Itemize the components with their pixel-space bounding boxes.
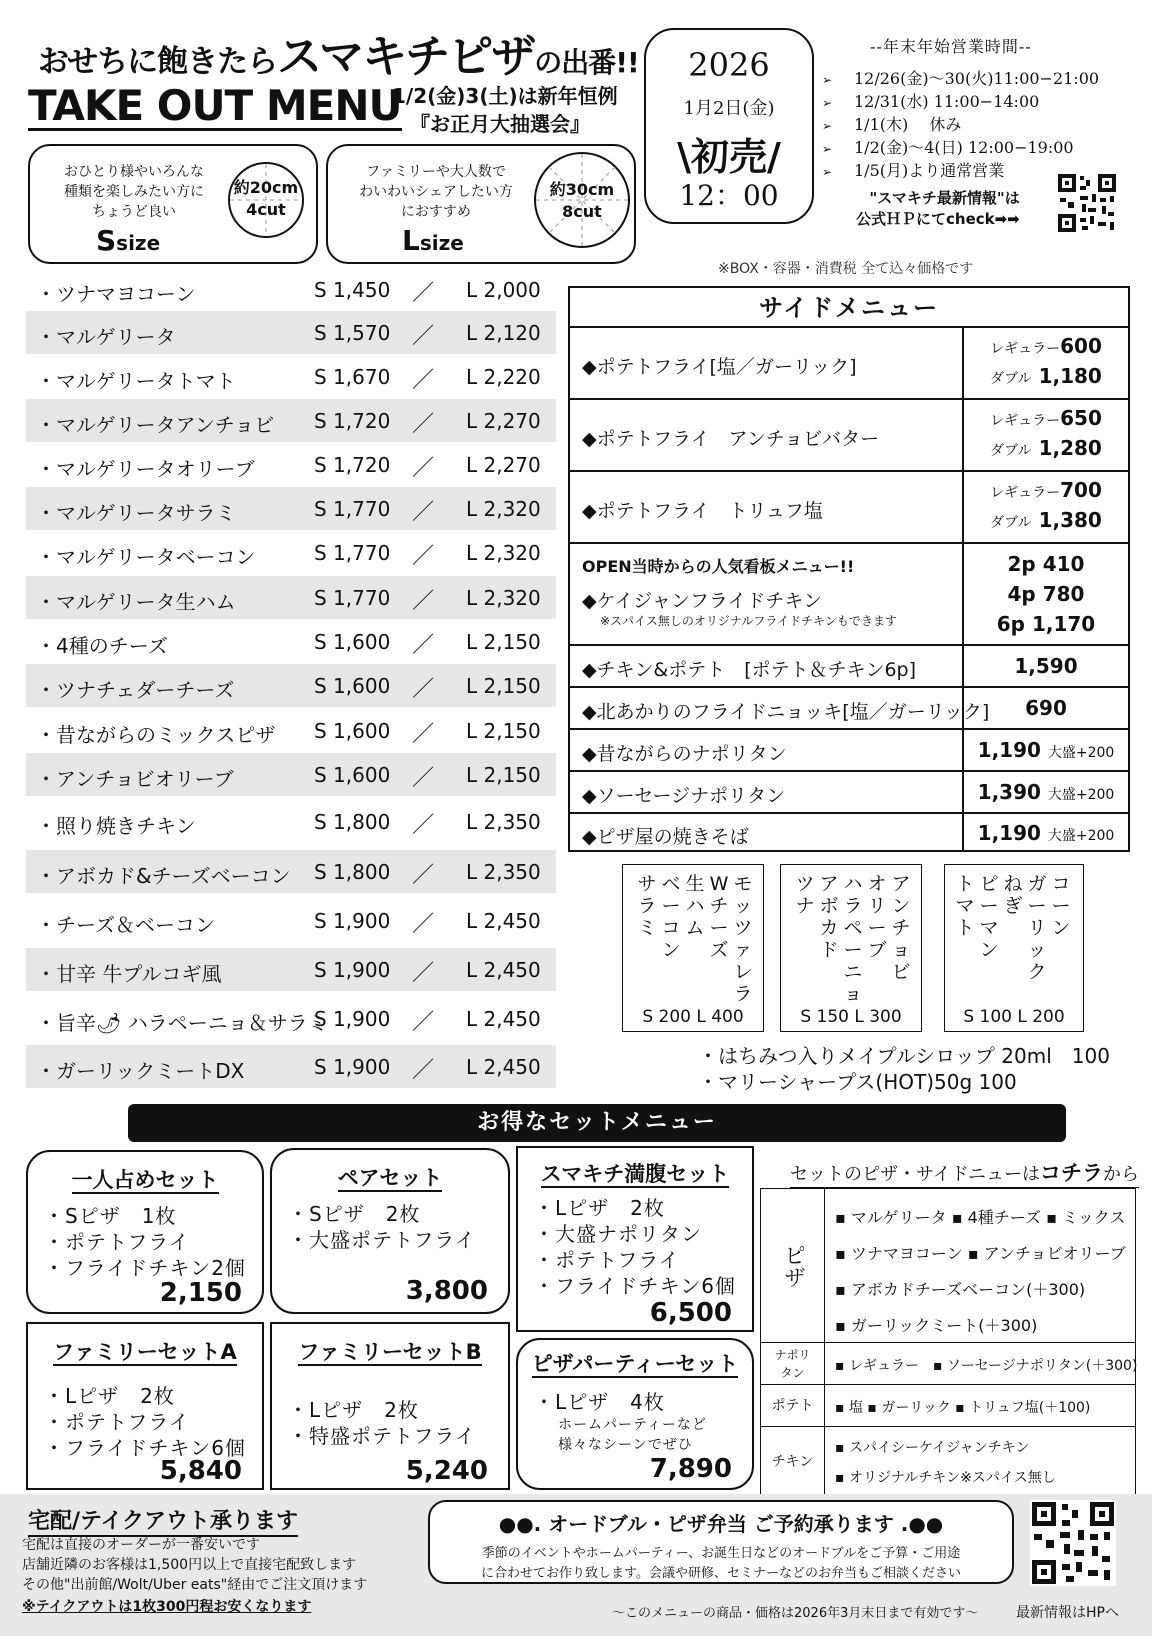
- side-price: [964, 738, 1128, 762]
- pizza-name: ・アンチョビオリーブ: [36, 767, 234, 791]
- menu-title: TAKE OUT MENU: [28, 81, 402, 130]
- price-separator: ／: [412, 1010, 435, 1035]
- pizza-price-s: S 1,720: [314, 453, 391, 477]
- side-price: [964, 821, 1128, 845]
- qr-code-icon[interactable]: [1056, 172, 1118, 234]
- price-separator: ／: [412, 863, 435, 888]
- topping-box-2: [780, 864, 922, 1032]
- pizza-name: ・ツナチェダーチーズ: [36, 678, 235, 702]
- first-sale-year: 2026: [688, 46, 770, 84]
- topping-item: アボカド: [819, 873, 839, 961]
- s-size-box: [28, 144, 318, 264]
- topping-price: S 100 L 200: [963, 1007, 1065, 1027]
- reservation-line: 季節のイベントやホームパーティー、お誕生日などのオードブルをご予算・ご用途: [481, 1546, 961, 1561]
- side-item-name: ◆ポテトフライ[塩／ガーリック]: [582, 356, 857, 378]
- pizza-price-s: S 1,600: [314, 719, 391, 743]
- regular-label: レギュラー: [990, 413, 1061, 429]
- pizza-price-s: S 1,800: [314, 810, 391, 834]
- price-separator: ／: [412, 1058, 435, 1083]
- s-size-label: [96, 224, 160, 257]
- pizza-name: ・マルゲリータトマト: [36, 369, 236, 393]
- s-size-cap: S: [96, 224, 117, 257]
- newyear-event-name: 『お正月大抽選会』: [410, 112, 590, 136]
- set-price: 3,800: [405, 1276, 488, 1306]
- set-item: ・フライドチキン6個: [534, 1274, 736, 1298]
- topping-item: Wチーズ: [709, 873, 729, 961]
- arrow-bullet-icon: ➢: [822, 142, 833, 156]
- choice-row-napolitan: [761, 1343, 1138, 1385]
- arrow-bullet-icon: ➢: [822, 96, 833, 110]
- l-size-cap: L: [402, 224, 420, 257]
- set-item: ・Lピザ 4枚: [534, 1390, 665, 1414]
- l-size-word: size: [419, 231, 464, 255]
- pizza-name: ・マルゲリータ生ハム: [36, 590, 236, 614]
- s-size-desc2: 種類を楽しみたい方に: [64, 184, 204, 200]
- topping-price: S 200 L 400: [642, 1007, 744, 1027]
- pizza-row: [26, 620, 556, 663]
- side-price-double: [964, 364, 1128, 388]
- extra-syrup: ・はちみつ入りメイプルシロップ 20ml 100: [698, 1044, 1110, 1068]
- delivery-line: 宅配は直接のオーダーが一番安いです: [22, 1537, 260, 1553]
- set-item: ・フライドチキン2個: [44, 1256, 246, 1280]
- regular-label: レギュラー: [990, 485, 1061, 501]
- l-size-label: [402, 224, 464, 257]
- side-row-yakisoba: [570, 814, 1128, 852]
- hours-row: [822, 89, 1039, 112]
- set-item: ・Lピザ 2枚: [288, 1398, 419, 1422]
- s-pizza-circle: [228, 162, 304, 238]
- pizza-price-l: L 2,150: [466, 763, 541, 787]
- pizza-price-l: L 2,120: [466, 321, 541, 345]
- large-extra: 大盛+200: [1047, 745, 1115, 761]
- price-separator: ／: [412, 633, 435, 658]
- pizza-price-s: S 1,770: [314, 497, 391, 521]
- set-title: [518, 1348, 752, 1378]
- pizza-price-s: S 1,600: [314, 630, 391, 654]
- l-pizza-cut-lines: [536, 154, 628, 246]
- pizza-name: ・マルゲリータアンチョビ: [36, 413, 275, 437]
- price-value: 1,190: [977, 821, 1041, 845]
- set-choice-title-pre: セットのピザ・サイドニューは: [790, 1164, 1041, 1185]
- pizza-price-s: S 1,600: [314, 763, 391, 787]
- side-item-note: ※スパイス無しのオリジナルフライドチキンもできます: [600, 614, 897, 628]
- price-separator: ／: [412, 281, 435, 306]
- topping-item: ツナ: [795, 873, 815, 917]
- price-separator: ／: [412, 500, 435, 525]
- hours-row: [822, 66, 1099, 89]
- choice-category: チキン: [761, 1427, 825, 1497]
- side-row-combo: [570, 646, 1128, 688]
- pizza-row: [26, 1045, 556, 1088]
- pizza-price-s: S 1,900: [314, 958, 391, 982]
- pizza-price-s: S 1,720: [314, 409, 391, 433]
- pizza-row: [26, 709, 556, 752]
- pizza-price-s: S 1,570: [314, 321, 391, 345]
- pizza-name: ・マルゲリータベーコン: [36, 545, 256, 569]
- side-price-regular: [964, 406, 1128, 430]
- side-price-double: [964, 508, 1128, 532]
- pizza-price-l: L 2,320: [466, 586, 541, 610]
- set-title-text: 一人占めセット: [71, 1168, 219, 1192]
- side-item-name: ◆ポテトフライ アンチョビバター: [582, 428, 880, 450]
- s-size-desc1: おひとり様やいろんな: [64, 164, 204, 180]
- first-sale-date: 1月2日(金): [683, 98, 775, 119]
- l-size-desc1: ファミリーや大人数で: [366, 164, 506, 180]
- choice-row-chicken: [761, 1427, 1135, 1497]
- pizza-price-l: L 2,320: [466, 541, 541, 565]
- pizza-name: ・旨辛🌶 ハラペーニョ＆サラミ: [36, 1011, 328, 1035]
- pizza-price-l: L 2,270: [466, 409, 541, 433]
- price-separator: ／: [412, 412, 435, 437]
- l-size-cuts: 8cut: [562, 202, 602, 221]
- pizza-price-s: S 1,800: [314, 860, 391, 884]
- set-family-b: [270, 1322, 510, 1490]
- set-item: ・大盛ナポリタン: [534, 1222, 702, 1246]
- pizza-price-s: S 1,600: [314, 674, 391, 698]
- set-item: ・Sピザ 2枚: [288, 1202, 421, 1226]
- pizza-price-l: L 2,450: [466, 1007, 541, 1031]
- hours-row: [822, 112, 961, 135]
- topping-item: ピーマン: [979, 873, 999, 961]
- l-pizza-circle: [534, 152, 630, 248]
- topping-box-3: [944, 864, 1084, 1032]
- pizza-row: [26, 948, 556, 991]
- pizza-price-l: L 2,270: [466, 453, 541, 477]
- pizza-price-s: S 1,450: [314, 278, 391, 302]
- pizza-name: ・昔ながらのミックスピザ: [36, 723, 276, 747]
- pizza-name: ・ツナマヨコーン: [36, 282, 196, 306]
- set-pair: [270, 1148, 510, 1314]
- set-item: ・Lピザ 2枚: [44, 1384, 175, 1408]
- topping-item: アンチョビ: [891, 873, 911, 983]
- pizza-row: [26, 664, 556, 707]
- choice-item: ▪ ツナマヨコーン ▪ アンチョビオリーブ: [835, 1244, 1126, 1263]
- headline-pre: おせちに飽きたら: [38, 44, 278, 80]
- side-item-name: ◆チキン&ポテト [ポテト＆チキン6p]: [582, 659, 917, 681]
- pizza-row: [26, 899, 556, 942]
- pizza-name: ・甘辛 牛プルコギ風: [36, 962, 222, 986]
- delivery-line: その他"出前館/Wolt/Uber eats"経由でご注文頂けます: [22, 1577, 368, 1593]
- topping-item: サラミ: [637, 873, 657, 939]
- first-sale-time: 12：00: [679, 179, 779, 212]
- set-price: 6,500: [649, 1298, 732, 1328]
- price-separator: ／: [412, 766, 435, 791]
- side-row-fries-salt: [570, 328, 1128, 400]
- l-size-diameter: 約30cm: [549, 180, 615, 199]
- topping-item: コーン: [1051, 873, 1071, 939]
- side-row-cajun-chicken: [570, 544, 1128, 646]
- choice-item: ▪ レギュラー ▪ ソーセージナポリタン(＋300): [835, 1358, 1138, 1374]
- pizza-row: [26, 531, 556, 574]
- tax-note: ※BOX・容器・消費税 全て込々価格です: [718, 261, 974, 277]
- set-item: ・ポテトフライ: [534, 1248, 680, 1272]
- price-value: 1,190: [977, 738, 1041, 762]
- l-size-box: [326, 144, 636, 264]
- side-menu-table: [568, 286, 1130, 852]
- hours-row: [822, 158, 1004, 181]
- side-row-sausage-napolitan: [570, 772, 1128, 814]
- set-title-text: ファミリーセットB: [298, 1340, 482, 1364]
- hours-text: 1/2(金)〜4(日) 12:00−19:00: [854, 138, 1074, 157]
- set-item: ・ポテトフライ: [44, 1230, 190, 1254]
- latest-info-line2: 公式ＨＰにてcheck➡➡: [856, 210, 1020, 228]
- topping-box-1: [622, 864, 764, 1032]
- set-family-a: [26, 1322, 264, 1490]
- topping-item: ベーコン: [661, 873, 681, 961]
- hours-row: [822, 135, 1074, 158]
- large-extra: 大盛+200: [1047, 787, 1115, 803]
- price-separator: ／: [412, 722, 435, 747]
- regular-label: レギュラー: [990, 341, 1061, 357]
- side-price: [964, 780, 1128, 804]
- price-value: 1,390: [977, 780, 1041, 804]
- set-choice-title-bold: コチラ: [1040, 1161, 1104, 1185]
- pizza-name: ・マルゲリータサラミ: [36, 501, 236, 525]
- pizza-price-l: L 2,320: [466, 497, 541, 521]
- arrow-bullet-icon: ➢: [822, 165, 833, 179]
- side-price-regular: [964, 478, 1128, 502]
- brand-name: スマキチピザ: [277, 30, 535, 83]
- takeout-discount-note: ※テイクアウトは1枚300円程お安くなります: [22, 1599, 312, 1615]
- price-separator: ／: [412, 368, 435, 393]
- chicken-price-6p: 6p 1,170: [996, 612, 1096, 636]
- set-title: [272, 1336, 508, 1366]
- set-title: [518, 1158, 752, 1188]
- pizza-price-l: L 2,450: [466, 1055, 541, 1079]
- set-item: ・ポテトフライ: [44, 1410, 190, 1434]
- extra-hot-sauce: ・マリーシャープス(HOT)50g 100: [698, 1070, 1017, 1094]
- topping-item: トマト: [955, 873, 975, 939]
- choice-item: ▪ スパイシーケイジャンチキン: [835, 1440, 1030, 1456]
- pizza-name: ・チーズ＆ベーコン: [36, 913, 215, 937]
- side-row-gnocchi: [570, 688, 1128, 730]
- choice-category: ピザ: [761, 1189, 825, 1342]
- pizza-name: ・アボカド&チーズベーコン: [36, 864, 291, 888]
- price-separator: ／: [412, 544, 435, 569]
- double-label: ダブル: [990, 371, 1032, 387]
- hours-text: 1/5(月)より通常営業: [854, 161, 1005, 180]
- regular-price: 600: [1060, 334, 1102, 358]
- set-item: ・大盛ポテトフライ: [288, 1228, 476, 1252]
- choice-row-pizza: [761, 1189, 1135, 1343]
- delivery-line: 店舗近隣のお客様は1,500円以上で直接宅配致します: [22, 1557, 357, 1573]
- pizza-price-s: S 1,770: [314, 541, 391, 565]
- set-price: 2,150: [159, 1278, 242, 1308]
- s-size-desc3: ちょうど良い: [92, 204, 176, 220]
- side-item-name: ◆昔ながらのナポリタン: [582, 743, 787, 765]
- validity-note: 〜このメニューの商品・価格は2026年3月末日まで有効です〜: [612, 1606, 979, 1621]
- double-label: ダブル: [990, 443, 1032, 459]
- pizza-price-l: L 2,350: [466, 860, 541, 884]
- set-price: 5,240: [405, 1456, 488, 1486]
- side-item-name: ◆ソーセージナポリタン: [582, 785, 786, 807]
- first-sale-box: [644, 28, 814, 224]
- hours-text: 1/1(木) 休み: [854, 115, 962, 134]
- pizza-price-s: S 1,900: [314, 909, 391, 933]
- side-row-fries-anchovy: [570, 400, 1128, 472]
- delivery-title: 宅配/テイクアウト承ります: [28, 1504, 298, 1537]
- pizza-row: [26, 268, 556, 311]
- pizza-name: ・4種のチーズ: [36, 634, 168, 658]
- price-separator: ／: [412, 961, 435, 986]
- pizza-name: ・照り焼きチキン: [36, 814, 196, 838]
- double-price: 1,380: [1038, 508, 1102, 532]
- choice-item: ▪ 塩 ▪ ガーリック ▪ トリュフ塩(＋100): [835, 1400, 1091, 1416]
- side-price: 1,590: [1014, 654, 1078, 678]
- l-size-desc2: わいわいシェアしたい方: [359, 184, 513, 200]
- set-menu-banner: お得なセットメニュー: [128, 1104, 1066, 1142]
- pizza-row: [26, 850, 556, 893]
- double-price: 1,180: [1038, 364, 1102, 388]
- hp-note: 最新情報はHPへ: [1016, 1605, 1119, 1621]
- price-separator: ／: [412, 912, 435, 937]
- headline-post: の出番!!: [534, 46, 639, 79]
- qr-code-icon[interactable]: [1030, 1500, 1116, 1586]
- set-title-text: ピザパーティーセット: [531, 1352, 739, 1376]
- s-size-cuts: 4cut: [246, 200, 286, 219]
- side-menu-title: サイドメニュー: [570, 288, 1128, 328]
- pizza-price-s: S 1,770: [314, 586, 391, 610]
- pizza-row: [26, 576, 556, 619]
- topping-item: モッツァレラ: [733, 873, 753, 1005]
- topping-price: S 150 L 300: [800, 1007, 902, 1027]
- pizza-price-l: L 2,150: [466, 630, 541, 654]
- price-separator: ／: [412, 456, 435, 481]
- pizza-row: [26, 800, 556, 843]
- s-size-diameter: 約20cm: [233, 178, 299, 197]
- side-item-name: ◆ポテトフライ トリュフ塩: [582, 500, 823, 522]
- pizza-name: ・ガーリックミートDX: [36, 1059, 245, 1083]
- topping-item: ねぎ: [1003, 873, 1023, 917]
- pizza-price-s: S 1,670: [314, 365, 391, 389]
- s-size-word: size: [116, 231, 161, 255]
- choice-item: ▪ ガーリックミート(＋300): [835, 1316, 1038, 1335]
- signature-menu-head: OPEN当時からの人気看板メニュー!!: [582, 557, 855, 576]
- set-item: ・フライドチキン6個: [44, 1436, 246, 1460]
- reservation-title: ●●. オードブル・ピザ弁当 ご予約承ります .●●: [498, 1512, 944, 1536]
- pizza-row: [26, 355, 556, 398]
- choice-row-potato: [761, 1385, 1135, 1427]
- side-row-napolitan: [570, 730, 1128, 772]
- set-title: [28, 1164, 262, 1194]
- first-sale-title: \初売/: [677, 134, 781, 179]
- regular-price: 650: [1060, 406, 1102, 430]
- set-choice-title-post: から: [1103, 1164, 1140, 1185]
- reservation-line: に合わせてお作り致します。会議や研修、セミナーなどのお弁当もご相談ください: [481, 1566, 961, 1581]
- arrow-bullet-icon: ➢: [822, 119, 833, 133]
- reservation-box: [428, 1500, 1014, 1584]
- large-extra: 大盛+200: [1047, 828, 1115, 844]
- set-item: ・Lピザ 2枚: [534, 1196, 665, 1220]
- newyear-event-date: 1/2(金)3(土)は新年恒例: [392, 84, 618, 108]
- choice-item: ▪ マルゲリータ ▪ 4種チーズ ▪ ミックス: [835, 1208, 1126, 1227]
- choice-category: ポテト: [761, 1385, 825, 1426]
- set-title: [28, 1336, 262, 1366]
- price-separator: ／: [412, 813, 435, 838]
- set-note: ホームパーティーなど: [558, 1417, 707, 1433]
- l-size-desc3: におすすめ: [400, 204, 472, 220]
- pizza-row: [26, 399, 556, 442]
- chicken-price-2p: 2p 410: [1007, 552, 1085, 576]
- pizza-name: ・マルゲリータ: [36, 325, 176, 349]
- headline: [38, 20, 639, 85]
- set-title: [272, 1162, 508, 1192]
- set-title-text: ファミリーセットA: [53, 1340, 237, 1364]
- choice-item: ▪ オリジナルチキン※スパイス無し: [835, 1470, 1056, 1486]
- set-note: 様々なシーンでぜひ: [558, 1437, 693, 1453]
- side-price-regular: [964, 334, 1128, 358]
- pizza-row: [26, 997, 556, 1040]
- pizza-price-s: S 1,900: [314, 1007, 391, 1031]
- set-price: 7,890: [649, 1454, 732, 1484]
- pizza-price-s: S 1,900: [314, 1055, 391, 1079]
- hours-text: 12/26(金)〜30(火)11:00−21:00: [854, 69, 1100, 88]
- pizza-price-l: L 2,150: [466, 719, 541, 743]
- set-item: ・特盛ポテトフライ: [288, 1424, 476, 1448]
- set-price: 5,840: [159, 1456, 242, 1486]
- topping-item: 生ハム: [685, 873, 705, 939]
- pizza-price-l: L 2,000: [466, 278, 541, 302]
- price-separator: ／: [412, 589, 435, 614]
- hours-title: --年末年始営業時間--: [870, 37, 1032, 56]
- set-title-text: ペアセット: [337, 1166, 443, 1190]
- price-separator: ／: [412, 677, 435, 702]
- side-item-name: ◆北あかりのフライドニョッキ[塩／ガーリック]: [582, 701, 990, 723]
- hours-text: 12/31(水) 11:00−14:00: [854, 92, 1040, 111]
- pizza-price-l: L 2,450: [466, 958, 541, 982]
- side-item-name: ◆ケイジャンフライドチキン: [582, 590, 823, 612]
- topping-item: オリーブ: [867, 873, 887, 961]
- price-separator: ／: [412, 324, 435, 349]
- double-label: ダブル: [990, 515, 1032, 531]
- set-manpuku: [516, 1146, 754, 1332]
- topping-item: ハラペーニョ: [843, 873, 863, 1005]
- pizza-row: [26, 311, 556, 354]
- set-choice-title: [790, 1157, 1139, 1188]
- side-price-double: [964, 436, 1128, 460]
- pizza-name: ・マルゲリータオリーブ: [36, 457, 255, 481]
- double-price: 1,280: [1038, 436, 1102, 460]
- pizza-row: [26, 487, 556, 530]
- topping-item: ガーリック: [1027, 873, 1047, 983]
- pizza-price-l: L 2,150: [466, 674, 541, 698]
- chicken-price-4p: 4p 780: [1007, 582, 1085, 606]
- pizza-price-l: L 2,350: [466, 810, 541, 834]
- set-choice-table: [760, 1188, 1136, 1498]
- pizza-price-l: L 2,220: [466, 365, 541, 389]
- pizza-row: [26, 753, 556, 796]
- arrow-bullet-icon: ➢: [822, 73, 833, 87]
- pizza-price-l: L 2,450: [466, 909, 541, 933]
- latest-info-note: [856, 188, 1020, 230]
- choice-item: ▪ アボカドチーズベーコン(＋300): [835, 1280, 1086, 1299]
- choice-category: ナポリタン: [761, 1343, 825, 1384]
- side-price: 690: [1025, 696, 1067, 720]
- set-pizza-party: [516, 1338, 754, 1490]
- set-title-text: スマキチ満腹セット: [540, 1162, 730, 1186]
- pizza-row: [26, 443, 556, 486]
- set-item: ・Sピザ 1枚: [44, 1204, 177, 1228]
- regular-price: 700: [1060, 478, 1102, 502]
- side-item-name: ◆ピザ屋の焼きそば: [582, 826, 749, 848]
- latest-info-line1: "スマキチ最新情報"は: [869, 189, 1020, 207]
- side-row-fries-truffle: [570, 472, 1128, 544]
- set-solo: [26, 1150, 264, 1314]
